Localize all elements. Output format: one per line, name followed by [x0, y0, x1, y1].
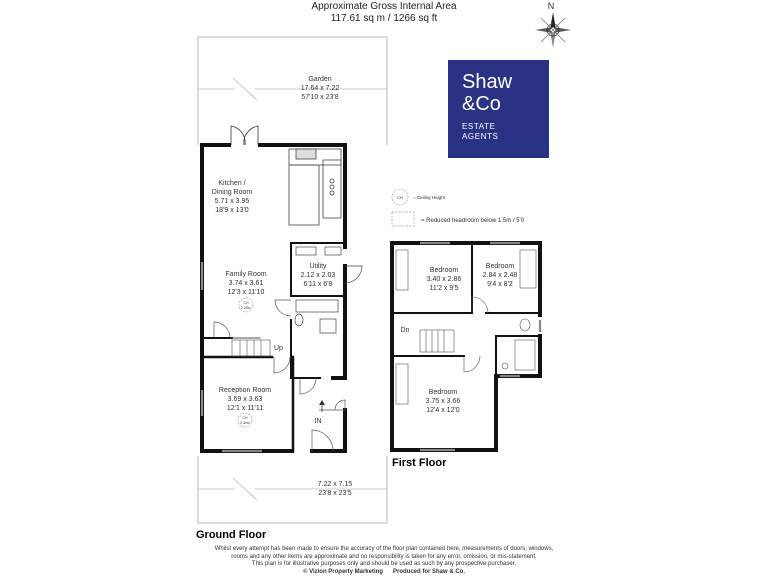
reception-ch-value: 2.49m: [240, 421, 250, 425]
reception-ch: CH: [242, 416, 248, 420]
disclaimer-line3: This plan is for illustrative purposes only and should be used as such by any prospective purchaser.: [251, 561, 517, 567]
kitchen-name: Kitchen /: [218, 180, 246, 187]
logo-line1: Shaw: [462, 71, 513, 93]
first-dn-label: Dn: [400, 327, 410, 334]
family-ch: CH: [243, 301, 249, 305]
first-floor-label: First Floor: [392, 457, 447, 469]
kitchen-name2: Dining Room: [211, 189, 253, 196]
bedroom2-metric: 2.84 x 2.48: [482, 272, 518, 279]
kitchen-units: [289, 149, 341, 225]
compass-north-label: N: [547, 1, 555, 11]
reception-metric: 3.69 x 3.63: [227, 396, 263, 403]
disclaimer-line1: Whilst every attempt has been made to ensure the accuracy of the floor plan contained here, measurements of doors, windows,: [214, 546, 554, 552]
gross-area-value: 117.61 sq m / 1266 sq ft: [330, 13, 438, 24]
ground-floor-label: Ground Floor: [196, 529, 267, 541]
reception-name: Reception Room: [218, 387, 272, 394]
bedroom3-name: Bedroom: [428, 389, 458, 396]
garden-imperial: 57'10 x 23'8: [301, 94, 339, 101]
disclaimer-line2: rooms and any other items are approximate and no responsibility is taken for any error, omission, or mis-statement.: [231, 553, 537, 560]
kitchen-metric: 5.71 x 3.95: [214, 198, 250, 205]
bedroom3-metric: 3.75 x 3.66: [425, 398, 461, 405]
gross-area-title: Approximate Gross Internal Area: [311, 1, 457, 12]
logo-line2: &Co: [462, 93, 501, 115]
garden-metric: 17.64 x 7.22: [300, 85, 340, 92]
credit-shaw: Produced for Shaw & Co.: [393, 568, 466, 575]
utility-metric: 2.12 x 2.03: [300, 272, 336, 279]
bedroom1-metric: 3.40 x 2.86: [426, 276, 462, 283]
bedroom1-imperial: 11'2 x 9'5: [429, 285, 459, 292]
utility-imperial: 6'11 x 6'8: [303, 281, 333, 288]
front-garden: [198, 456, 387, 523]
bedroom2-imperial: 9'4 x 8'2: [487, 281, 513, 288]
ground-stairs: [232, 340, 270, 356]
entrance-in-label: IN: [314, 418, 322, 425]
reception-imperial: 12'1 x 11'11: [226, 405, 264, 412]
disclaimer: [150, 546, 618, 576]
first-floor-walls: [392, 243, 540, 450]
credit-vizion: © Vizion Property Marketing: [302, 568, 383, 575]
family-imperial: 12'3 x 11'10: [227, 289, 265, 296]
garden-name: Garden: [308, 76, 332, 83]
compass-icon: [535, 1, 571, 48]
rear-french-doors: [231, 126, 258, 145]
bedroom2-name: Bedroom: [485, 263, 515, 270]
legend-ch-symbol: CH: [397, 195, 403, 200]
logo-line4: AGENTS: [462, 132, 499, 141]
family-metric: 3.74 x 3.61: [228, 280, 264, 287]
family-name: Family Room: [225, 271, 267, 278]
front-garden-metric: 7.22 x 7.15: [317, 481, 353, 488]
legend: [392, 189, 525, 226]
rear-garden: [198, 37, 387, 145]
kitchen-imperial: 18'9 x 13'0: [215, 207, 249, 214]
logo-line3: ESTATE: [462, 122, 496, 131]
credits: [150, 569, 618, 576]
ground-door-arcs: [214, 300, 345, 451]
family-ch-value: 2.28m: [241, 306, 251, 310]
legend-ceiling-height: = Ceiling Height: [413, 195, 445, 200]
shaw-co-logo: [448, 60, 549, 158]
utility-fittings: [295, 247, 362, 333]
bedroom1-name: Bedroom: [429, 267, 459, 274]
legend-reduced-headroom: = Reduced headroom below 1.5m / 5'0: [421, 218, 525, 224]
front-garden-imperial: 23'8 x 23'5: [318, 490, 352, 497]
bedroom3-imperial: 12'4 x 12'0: [426, 407, 460, 414]
utility-name: Utility: [309, 263, 327, 270]
ground-up-label: Up: [274, 345, 283, 352]
